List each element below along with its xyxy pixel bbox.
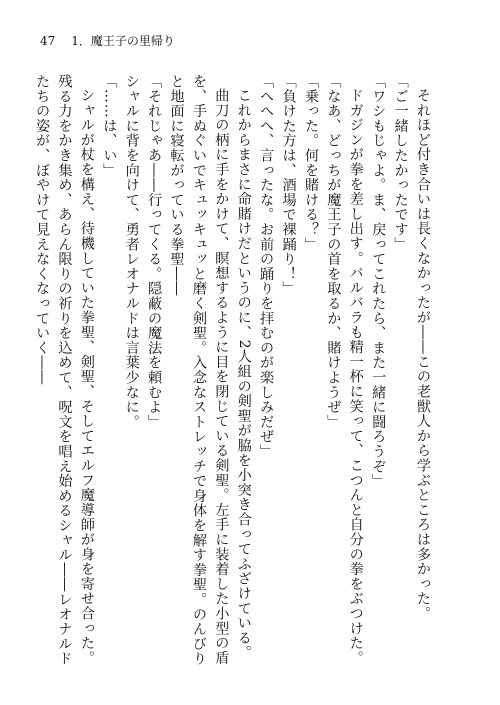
text-line: と地面に寝転がっている拳聖――	[168, 74, 185, 296]
text-line: 「負けた方は、酒場で裸踊り！」	[280, 74, 297, 296]
page-number: 47	[40, 34, 56, 48]
chapter-title: 1．魔王子の里帰り	[71, 34, 175, 48]
text-line: 「ワシもじゃよ。ま、戻ってこれたら、また一緒に闘ろうぞ」	[370, 74, 387, 489]
text-line: 「なあ、どっちが魔王子の首を取るか、賭けようぜ」	[325, 74, 342, 430]
text-line: これからまさに命賭けだというのに、2人組の剣聖が脇を小突き合ってふざけている。	[235, 88, 252, 661]
running-header	[40, 30, 175, 52]
text-line: それほど付き合いは長くなかったが――この老獣人から学ぶところは多かった。	[415, 88, 431, 621]
text-line: を、手ぬぐいでキュッキュッと磨く剣聖。入念なストレッチで身体を解す拳聖。のんびり	[190, 74, 207, 666]
text-line: ドガジンが拳を差し出す。バルバラも精一杯に笑って、こつんと自分の拳をぶつけた。	[347, 88, 364, 666]
text-line: 「それじゃあ――行ってくる。隠蔽の魔法を頼むよ」	[146, 74, 163, 430]
text-line: 「へへへ、言ったな。お前の踊りを拝むのが楽しみだぜ」	[258, 74, 275, 459]
text-line: 曲刀の柄に手をかけて、瞑想するように目を閉じている剣聖。左手に装着した小型の盾	[213, 88, 230, 666]
text-line: シャルに背を向けて、勇者レオナルドは言葉少なに。	[123, 74, 140, 430]
text-line: シャルが杖を構え、待機していた拳聖、剣聖、そしてエルフ魔導師が身を寄せ合った。	[78, 88, 95, 666]
text-line: 「……は、い」	[101, 74, 118, 178]
text-line: 「ご一緒したかったです」	[392, 74, 409, 252]
text-line: 残る力をかき集め、あらん限りの祈りを込めて、呪文を唱え始めるシャル――レオナルド	[56, 74, 73, 666]
text-line: 「乗った。何を賭ける？」	[302, 74, 319, 252]
text-line: たちの姿が、ぼやけて見えなくなっていく――	[34, 74, 51, 385]
novel-text-body	[34, 74, 434, 674]
